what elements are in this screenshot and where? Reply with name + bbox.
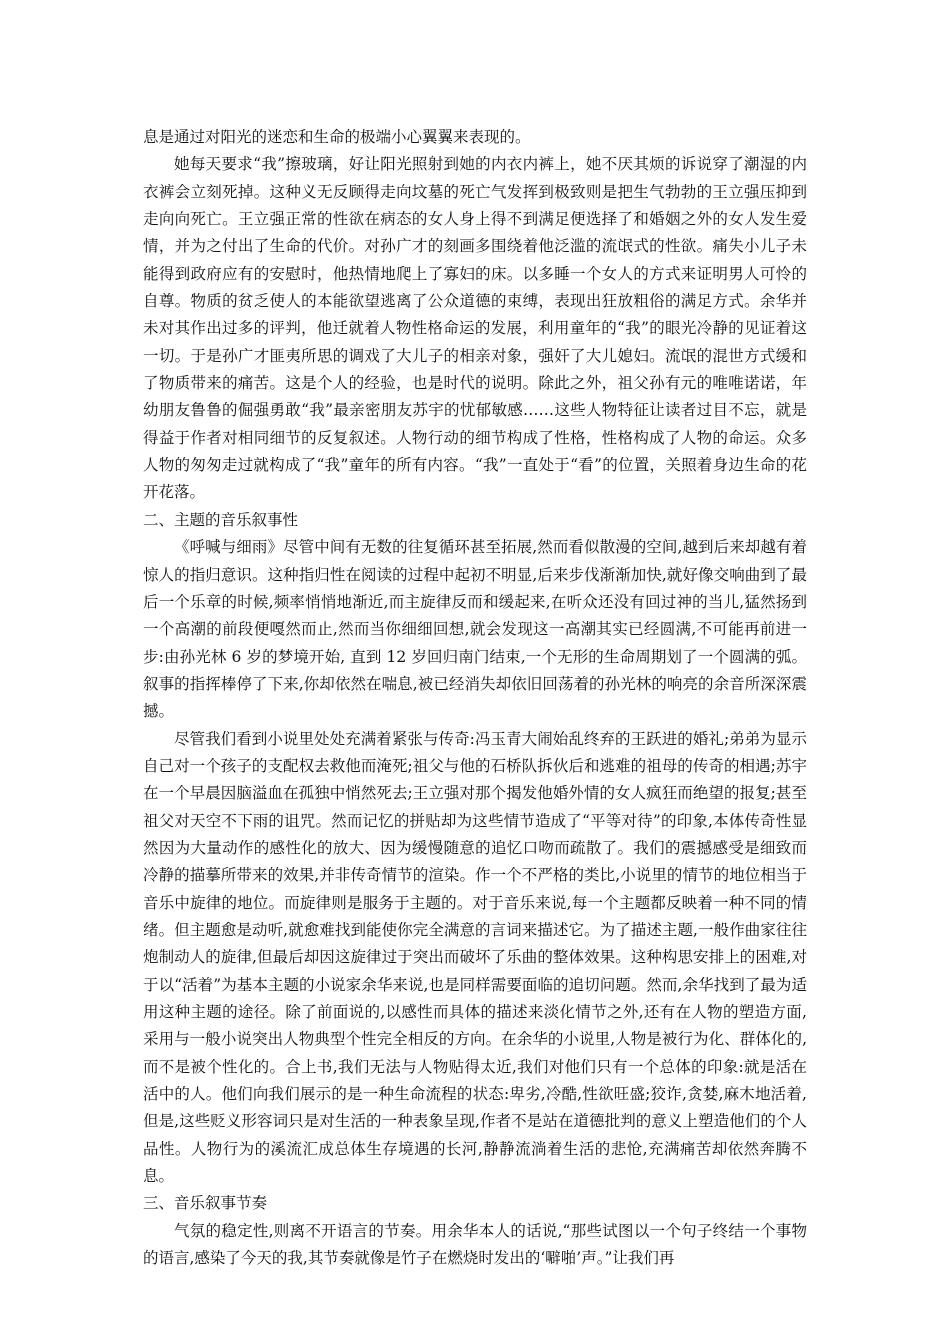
document-body: [143, 124, 807, 1272]
body-paragraph: 《呼喊与细雨》尽管中间有无数的往复循环甚至拓展,然而看似散漫的空间,越到后来却越有着惊人的指归意识。这种指归性在阅读的过程中起初不明显,后来步伐渐渐加快,就好像交响曲到了最后一个乐章的时候,频率悄悄地渐近,而主旋律反而和缓起来,在听众还没有回过神的当儿,猛然扬到一个高潮的前段便嘎然而止,然而当你细细回想,就会发现这一高潮其实已经圆满,不可能再前进一步:由孙光林 6 岁的梦境开始, 直到 12 岁回归南门结束,一个无形的生命周期划了一个圆满的弧。叙事的指挥棒停了下来,你却依然在喘息,被已经消失却依旧回荡着的孙光林的响亮的余音所深深震撼。: [143, 538, 807, 721]
section-heading: 二、主题的音乐叙事性: [143, 510, 299, 529]
body-paragraph: 她每天要求“我”擦玻璃，好让阳光照射到她的内衣内裤上，她不厌其烦的诉说穿了潮湿的内衣裤会立刻死掉。这种义无反顾得走向坟墓的死亡气发挥到极致则是把生气勃勃的王立强压抑到走向向死亡。王立强正常的性欲在病态的女人身上得不到满足便选择了和婚姻之外的女人发生爱情，并为之付出了生命的代价。对孙广才的刻画多围绕着他泛滥的流氓式的性欲。痛失小儿子未能得到政府应有的安慰时，他热情地爬上了寡妇的床。以多睡一个女人的方式来证明男人可怜的自尊。物质的贫乏使人的本能欲望逃离了公众道德的束缚，表现出狂放粗俗的满足方式。余华并未对其作出过多的评判，他迁就着人物性格命运的发展，利用童年的“我”的眼光冷静的见证着这一切。于是孙广才匪夷所思的调戏了大儿子的相亲对象，强奸了大儿媳妇。流氓的混世方式缓和了物质带来的痛苦。这是个人的经验，也是时代的说明。除此之外，祖父孙有元的唯唯诺诺，年幼朋友鲁鲁的倔强勇敢“我”最亲密朋友苏宇的忧郁敏感……这些人物特征让读者过目不忘，就是得益于作者对相同细节的反复叙述。人物行动的细节构成了性格，性格构成了人物的命运。众多人物的匆匆走过就构成了“我”童年的所有内容。“我”一直处于“看”的位置，关照着身边生命的花开花落。: [143, 155, 807, 502]
body-paragraph: 气氛的稳定性,则离不开语言的节奏。用余华本人的话说,“那些试图以一个句子终结一个事物的语言,感染了今天的我,其节奏就像是竹子在燃烧时发出的‘噼啪’声。”让我们再: [143, 1221, 807, 1268]
body-paragraph: 尽管我们看到小说里处处充满着紧张与传奇:冯玉青大闹始乱终弃的王跃进的婚礼;弟弟为显示自己对一个孩子的支配权去救他而淹死;祖父与他的石桥队拆伙后和逃难的祖母的传奇的相遇;苏宇在一个早晨因脑溢血在孤独中悄然死去;王立强对那个揭发他婚外情的女人疯狂而绝望的报复;甚至祖父对天空不下雨的诅咒。然而记忆的拼贴却为这些情节造成了“平等对待”的印象,本体传奇性显然因为大量动作的感性化的放大、因为缓慢随意的追忆口吻而疏散了。我们的震撼感受是细致而冷静的描摹所带来的效果,并非传奇情节的渲染。作一个不严格的类比,小说里的情节的地位相当于音乐中旋律的地位。而旋律则是服务于主题的。对于音乐来说,每一个主题都反映着一种不同的情绪。但主题愈是动听,就愈难找到能使你完全满意的言词来描述它。为了描述主题,一般作曲家往往炮制动人的旋律,但最后却因这旋律过于突出而破坏了乐曲的整体效果。这种构思安排上的困难,对于以“活着”为基本主题的小说家余华来说,也是同样需要面临的追切问题。然而,余华找到了最为适用这种主题的途径。除了前面说的,以感性而具体的描述来淡化情节之外,还有在人物的塑造方面,采用与一般小说突出人物典型个性完全相反的方向。在余华的小说里,人物是被行为化、群体化的,而不是被个性化的。合上书,我们无法与人物贴得太近,我们对他们只有一个总体的印象:就是活在活中的人。他们向我们展示的是一种生命流程的状态:卑劣,冷酷,性欲旺盛;狡诈,贪婪,麻木地活着,但是,这些贬义形容词只是对生活的一种表象呈现,作者不是站在道德批判的意义上塑造他们的个人品性。人物行为的溪流汇成总体生存境遇的长河,静静流淌着生活的悲怆,充满痛苦却依然奔腾不息。: [143, 729, 807, 1186]
section-heading: 三、音乐叙事节奏: [143, 1194, 268, 1213]
continuation-paragraph: 息是通过对阳光的迷恋和生命的极端小心翼翼来表现的。: [143, 128, 531, 146]
